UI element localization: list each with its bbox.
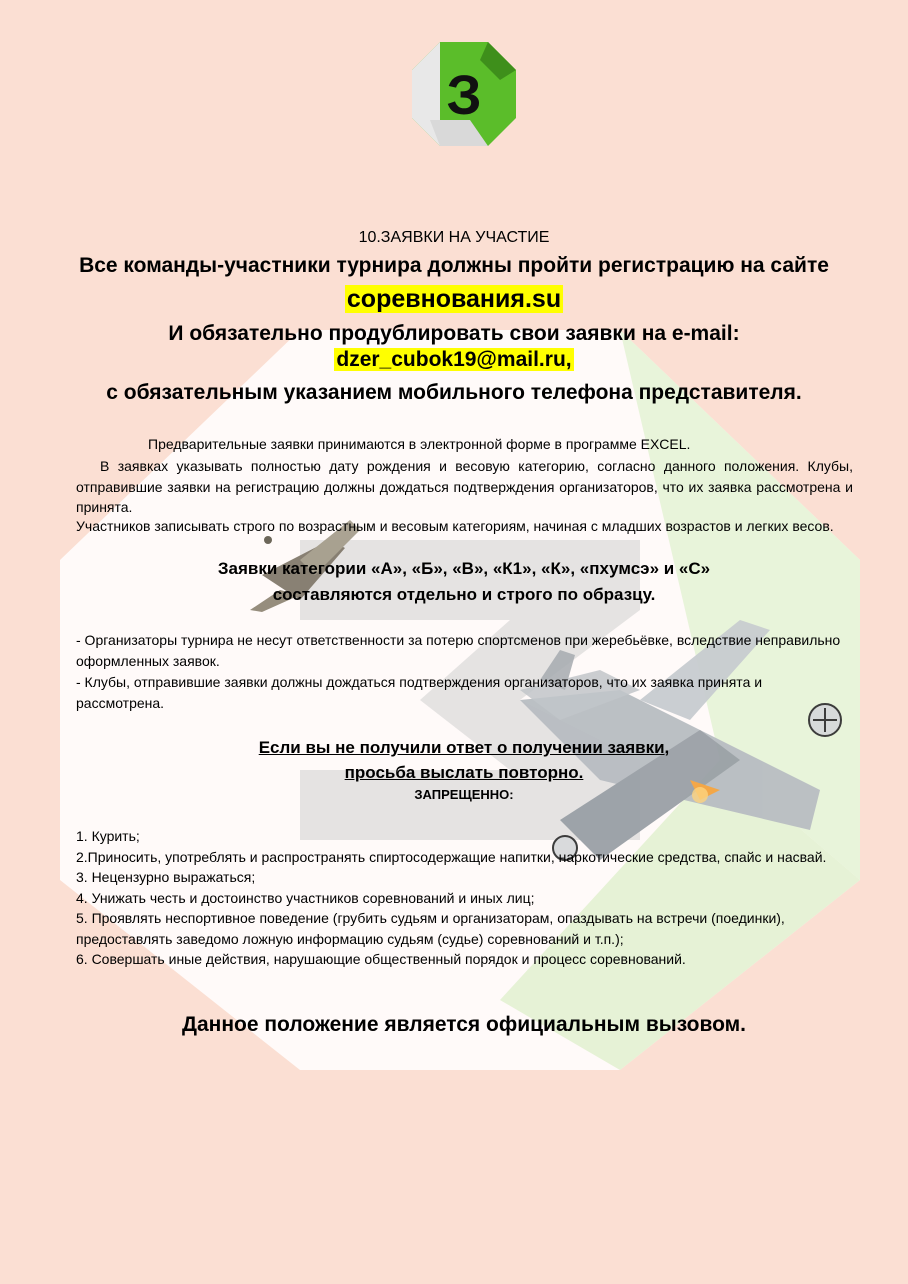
paragraph-categories-order: Участников записывать строго по возрастным и весовым категориям, начиная с младших возрастов и легких весов. (76, 518, 834, 534)
registration-line-3: с обязательным указанием мобильного телефона представителя. (106, 381, 802, 404)
registration-line-2: И обязательно продублировать свои заявки на e-mail: (168, 322, 740, 345)
logo (410, 40, 518, 148)
rule-item: 5. Проявлять неспортивное поведение (грубить судьям и организаторам, опаздывать на встречи (поединки), предоставлять заведомо ложную информацию судьям (судье) соревнований и т.п.); (76, 910, 785, 947)
rule-item: 4. Унижать честь и достоинство участников соревнований и иных лиц; (76, 889, 535, 906)
rule-item: 3. Нецензурно выражаться; (76, 869, 256, 885)
categories-line-1: Заявки категории «А», «Б», «В», «К1», «К», «пхумсэ» и «С» (217, 559, 711, 578)
paragraph-birthdate: В заявках указывать полностью дату рождения и весовую категорию, согласно данного положения. Клубы, отправившие заявки на регистрацию должны дождаться подтверждения организаторов, что их заявка рассмотрена и принята. (76, 458, 853, 515)
footer-statement: Данное положение является официальным вызовом. (182, 1013, 746, 1036)
section-title: 10.ЗАЯВКИ НА УЧАСТИЕ (358, 229, 550, 246)
registration-email (0, 348, 908, 372)
rule-item: 6. Совершать иные действия, нарушающие общественный порядок и процесс соревнований. (76, 951, 686, 967)
registration-site (0, 285, 908, 314)
categories-line-2: составляются отдельно и строго по образцу. (272, 585, 656, 604)
email-link[interactable]: dzer_cubok19@mail.ru, (336, 348, 572, 371)
registration-line-1: Все команды-участники турнира должны пройти регистрацию на сайте (79, 254, 829, 277)
warning-line-2: просьба выслать повторно. (344, 763, 584, 782)
site-link[interactable]: соревнования.su (346, 285, 562, 313)
forbidden-title: ЗАПРЕЩЕННО: (414, 787, 514, 802)
warning-line-1: Если вы не получили ответ о получении заявки, (258, 738, 670, 757)
svg-text:З: З (446, 63, 482, 126)
paragraph-excel: Предварительные заявки принимаются в электронной форме в программе EXCEL. (148, 436, 691, 452)
rules-list (76, 826, 853, 970)
rule-item: 1. Курить; (76, 828, 140, 844)
note-clubs: - Клубы, отправившие заявки должны дождаться подтверждения организаторов, что их заявка принята и рассмотрена. (76, 674, 763, 711)
note-organizers: - Организаторы турнира не несут ответственности за потерю спортсменов при жеребьёвке, вследствие неправильно оформленных заявок. (76, 632, 841, 669)
rule-item: 2.Приносить, употреблять и распространять спиртосодержащие напитки, наркотические средства, спайс и насвай. (76, 848, 827, 865)
